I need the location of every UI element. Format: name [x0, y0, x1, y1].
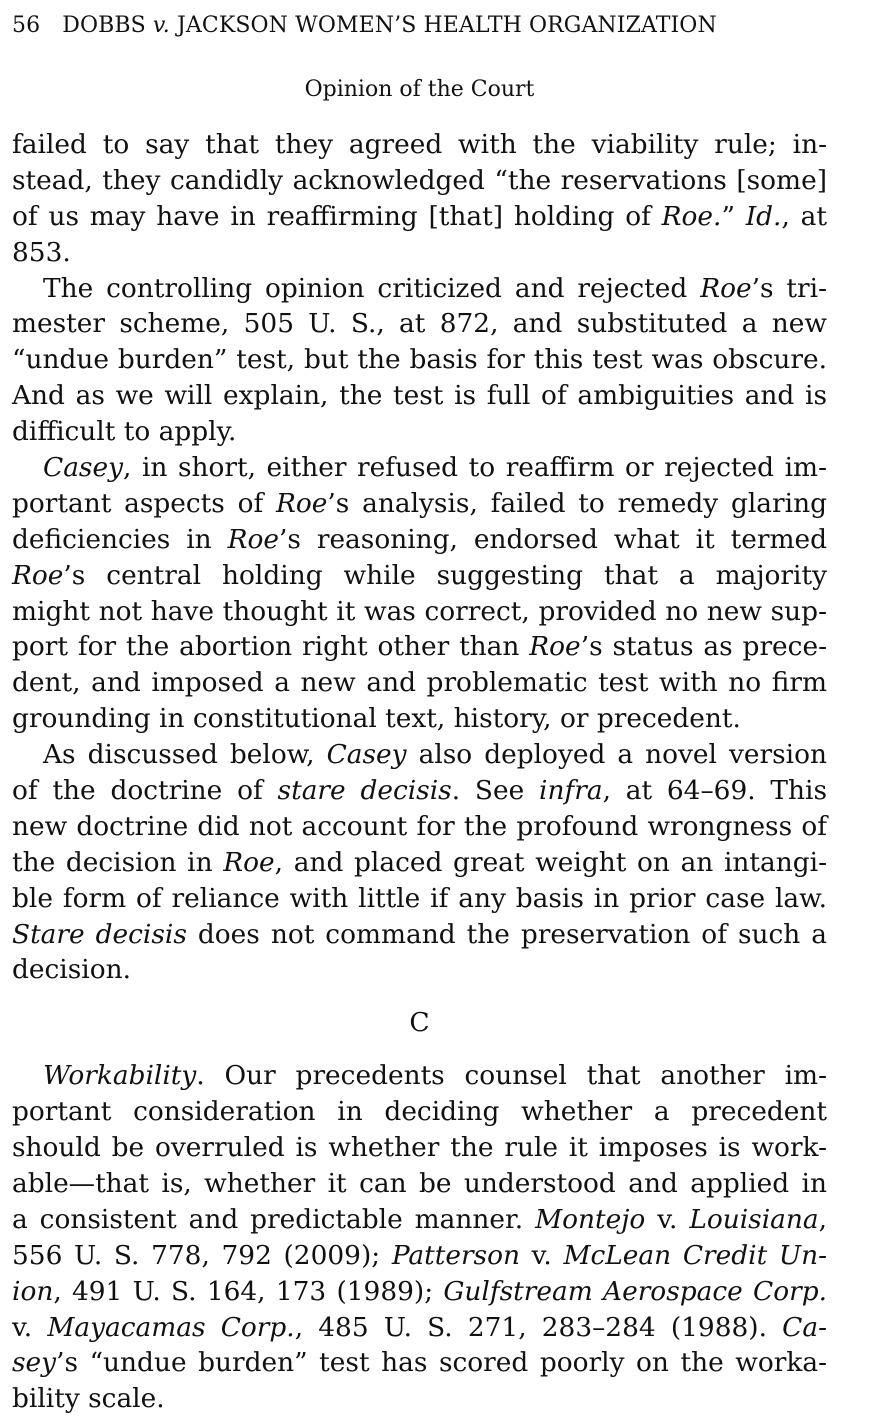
italic-text: Stare decisis: [12, 918, 187, 950]
italic-text: Roe: [227, 523, 279, 555]
text-line: [12, 701, 827, 737]
text-line: [12, 450, 827, 486]
text-segment: failed to say that they agreed with the viability rule; in-: [12, 129, 827, 160]
text-segment: ”: [721, 200, 746, 232]
case-name-part2: JACKSON WOMEN’S HEALTH ORGANIZATION: [177, 13, 717, 38]
text-segment: “undue burden” test, but the basis for this test was obscure.: [12, 344, 827, 376]
italic-text: Roe: [12, 559, 64, 591]
text-segment: bility scale.: [12, 1383, 165, 1415]
italic-text: McLean Credit Un-: [563, 1239, 827, 1271]
text-line: [12, 629, 827, 665]
text-line: [12, 163, 827, 199]
text-line: [12, 1058, 827, 1094]
text-segment: mester scheme, 505 U. S., at 872, and substituted a new: [12, 308, 827, 340]
case-name-versus: v.: [152, 13, 170, 38]
italic-text: infra: [539, 775, 603, 807]
text-segment: new doctrine did not account for the profound wrongness of: [12, 810, 827, 842]
paragraph-5: [12, 1058, 827, 1417]
text-segment: difficult to apply.: [12, 416, 237, 448]
running-head: [12, 12, 827, 40]
italic-text: sey: [12, 1347, 57, 1379]
text-line: [12, 881, 827, 917]
text-segment: , at 64–69. This: [602, 775, 828, 807]
italic-text: Roe: [276, 487, 328, 519]
text-line: [12, 1345, 827, 1381]
text-segment: grounding in constitutional text, history, or precedent.: [12, 703, 741, 735]
text-segment: able—that is, whether it can be understood and applied in: [12, 1167, 827, 1199]
italic-text: Mayacamas Corp.: [47, 1311, 295, 1343]
italic-text: Roe.: [661, 200, 722, 232]
text-segment: As discussed below,: [43, 739, 327, 771]
italic-text: Louisiana: [689, 1203, 819, 1235]
text-line: [12, 1130, 827, 1166]
text-segment: ’s “undue burden” test has scored poorly on the worka-: [56, 1347, 827, 1379]
text-segment: 853.: [12, 236, 71, 268]
text-line: [12, 199, 827, 235]
text-segment: dent, and imposed a new and problematic test with no firm: [12, 667, 827, 699]
text-line: [12, 1202, 827, 1238]
text-segment: decision.: [12, 954, 131, 986]
text-line: [12, 1381, 827, 1417]
italic-text: Roe: [700, 272, 752, 304]
italic-text: Casey: [43, 452, 123, 484]
italic-text: Roe: [223, 846, 275, 878]
case-name-part1: DOBBS: [62, 13, 146, 38]
text-segment: of the doctrine of: [12, 775, 278, 807]
text-segment: 556 U. S. 778, 792 (2009);: [12, 1239, 392, 1271]
text-segment: And as we will explain, the test is full of ambiguities and is: [12, 380, 827, 412]
text-segment: . See: [451, 775, 540, 807]
text-line: [12, 306, 827, 342]
text-segment: ble form of reliance with little if any basis in prior case law.: [12, 882, 827, 914]
text-line: [12, 235, 827, 271]
text-segment: v.: [12, 1311, 48, 1343]
italic-text: Roe: [529, 631, 581, 663]
italic-text: ion: [12, 1275, 54, 1307]
text-segment: stead, they candidly acknowledged “the reservations [some]: [12, 164, 827, 196]
text-segment: port for the abortion right other than: [12, 631, 530, 663]
text-segment: ’s analysis, failed to remedy glaring: [327, 487, 827, 519]
paragraph-4: [12, 737, 827, 988]
text-segment: portant aspects of: [12, 487, 277, 519]
text-line: [12, 665, 827, 701]
italic-text: stare decisis: [277, 775, 452, 807]
text-segment: ,: [818, 1203, 828, 1235]
text-segment: portant consideration in deciding whether a precedent: [12, 1096, 827, 1128]
text-line: [12, 1310, 827, 1346]
text-segment: ’s reasoning, endorsed what it termed: [278, 523, 827, 555]
text-line: [12, 737, 827, 773]
text-line: [12, 845, 827, 881]
text-segment: v.: [645, 1203, 690, 1235]
text-segment: also deployed a novel version: [406, 739, 827, 771]
italic-text: Workability: [43, 1060, 197, 1092]
text-line: [12, 271, 827, 307]
text-segment: , and placed great weight on an intangi-: [274, 846, 827, 878]
text-line: [12, 127, 827, 163]
section-heading: C: [409, 1007, 430, 1039]
text-line: [12, 917, 827, 953]
text-segment: does not command the preservation of such a: [186, 918, 827, 950]
text-segment: a consistent and predictable manner.: [12, 1203, 536, 1235]
text-segment: , in short, either refused to reaffirm or rejected im-: [123, 452, 827, 484]
text-segment: v.: [520, 1239, 564, 1271]
italic-text: Id.: [745, 200, 782, 232]
text-segment: The controlling opinion criticized and rejected: [43, 272, 701, 304]
page-number: 56: [12, 13, 41, 38]
text-line: [12, 414, 827, 450]
text-line: [12, 486, 827, 522]
text-line: [12, 1238, 827, 1274]
text-line: [12, 773, 827, 809]
text-line: [12, 558, 827, 594]
text-line: [12, 594, 827, 630]
text-line: [12, 1274, 827, 1310]
text-line: [12, 1094, 827, 1130]
text-segment: . Our precedents counsel that another im-: [196, 1060, 827, 1092]
text-segment: of us may have in reaffirming [that] holding of: [12, 200, 662, 232]
paragraph-3: [12, 450, 827, 737]
text-segment: deficiencies in: [12, 523, 228, 555]
italic-text: Patterson: [391, 1239, 520, 1271]
text-line: [12, 342, 827, 378]
paragraph-1: [12, 127, 827, 271]
text-segment: ’s central holding while suggesting that a majority: [63, 559, 827, 591]
text-segment: , 485 U. S. 271, 283–284 (1988).: [294, 1311, 783, 1343]
italic-text: Montejo: [535, 1203, 646, 1235]
opinion-subhead: Opinion of the Court: [304, 77, 535, 102]
italic-text: Gulfstream Aerospace Corp.: [443, 1275, 827, 1307]
text-line: [12, 378, 827, 414]
italic-text: Ca-: [782, 1311, 827, 1343]
text-line: [12, 952, 827, 988]
paragraph-2: [12, 271, 827, 450]
italic-text: Casey: [326, 739, 407, 771]
text-segment: ’s tri-: [751, 272, 827, 304]
text-segment: , at: [781, 200, 827, 232]
text-segment: should be overruled is whether the rule it imposes is work-: [12, 1132, 827, 1164]
text-segment: might not have thought it was correct, provided no new sup-: [12, 595, 827, 627]
opinion-body: [12, 127, 827, 1417]
text-segment: ’s status as prece-: [580, 631, 827, 663]
text-line: [12, 1166, 827, 1202]
text-line: [12, 809, 827, 845]
text-segment: the decision in: [12, 846, 224, 878]
text-segment: , 491 U. S. 164, 173 (1989);: [53, 1275, 444, 1307]
text-line: [12, 522, 827, 558]
